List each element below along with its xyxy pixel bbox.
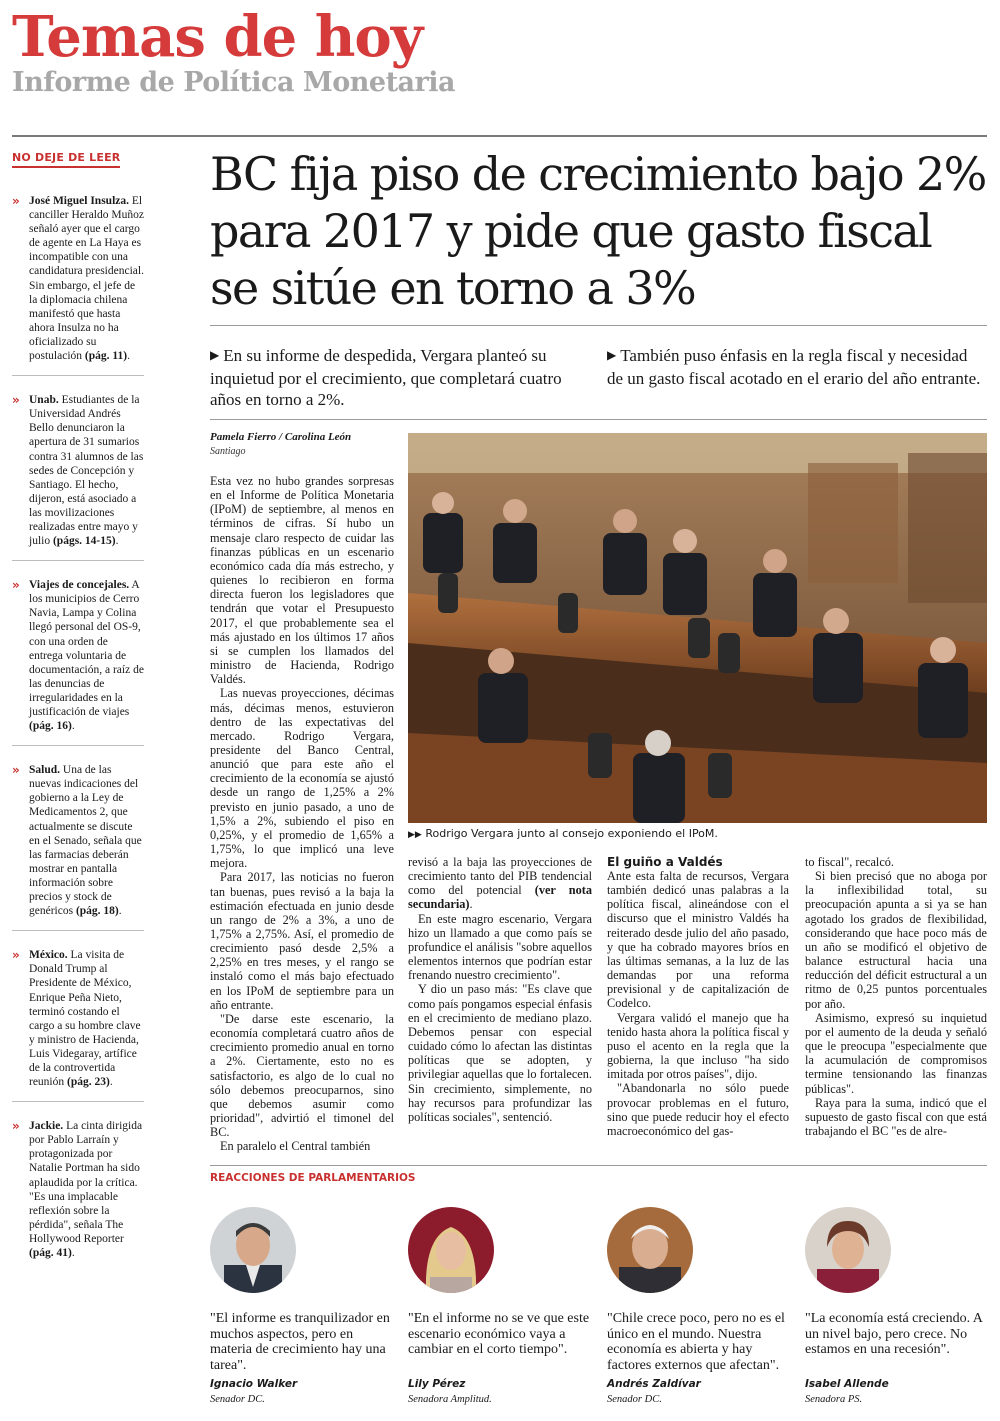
- secondary-note-ref[interactable]: (ver nota secundaria): [408, 883, 592, 912]
- masthead: [12, 6, 455, 98]
- reactions-heading: REACCIONES DE PARLAMENTARIOS: [210, 1172, 416, 1184]
- paragraph: Si bien precisó que no aboga por la inflexibilidad total, su preocupación apunta a si ya se han agotado los grados de flexibilidad, considerando que hace poco más de un año se modificó el objetivo de balance estructural hacia una reducción del déficit estructural a un ritmo de 0,25 puntos porcentuales por año.: [805, 869, 987, 1011]
- photo-caption: [408, 827, 718, 840]
- paragraph-text: revisó a la baja las proyecciones de crecimiento tanto del PIB tendencial como del potencial: [408, 855, 592, 898]
- deck-divider-bottom: [210, 419, 987, 420]
- caption-arrows: ▶▶: [408, 830, 422, 840]
- sidebar-item-text: A los municipios de Cerro Navia, Lampa y Colina llegó personal del OS-9, con una orden de entrega voluntaria de documentación, a raíz de las denuncias de irregularidades en la justificación de viajes: [29, 579, 144, 718]
- sidebar-item-text: La cinta dirigida por Pablo Larraín y protagonizada por Natalie Portman ha sido aplaudida por la crítica. "Es una implacable reflexión sobre la pérdida", señala The Hollywood Reporter: [29, 1120, 143, 1245]
- sidebar-item-name: Jackie.: [29, 1120, 64, 1133]
- sidebar-item[interactable]: [12, 194, 144, 376]
- double-chevron-icon: »: [12, 1119, 20, 1134]
- article-column-1: [210, 474, 394, 1154]
- sidebar-item-ref: (págs. 14-15): [52, 535, 116, 548]
- deck-divider-top: [210, 325, 987, 326]
- sidebar-item-ref: (pág. 11): [84, 350, 128, 363]
- sidebar-item[interactable]: [12, 578, 144, 746]
- sidebar-item-end: .: [109, 1076, 113, 1089]
- article-column-3: [607, 855, 789, 1138]
- reaction-quote: "En el informe no se ve que este escenario económico vaya a cambiar en el corto tiempo".: [408, 1311, 590, 1358]
- paragraph: En paralelo el Central también: [220, 1139, 371, 1154]
- top-divider: [12, 135, 987, 137]
- sidebar-item-name: Unab.: [29, 394, 59, 407]
- reaction-name: Andrés Zaldívar: [607, 1378, 701, 1390]
- reaction-name: Lily Pérez: [408, 1378, 466, 1390]
- paragraph-end: .: [469, 897, 473, 912]
- reaction-role: Senador DC.: [607, 1394, 662, 1405]
- section-subtitle: Informe de Política Monetaria: [12, 67, 456, 98]
- sidebar-item-name: Salud.: [29, 764, 61, 777]
- sidebar-item-text: La visita de Donald Trump al Presidente de México, Enrique Peña Nieto, terminó costando el cargo a su hombre clave y ministro de Hacienda, Luis Videgaray, artífice de la controvertida reunión: [29, 949, 141, 1089]
- sidebar-item-end: .: [118, 905, 122, 918]
- reaction-role: Senadora PS.: [805, 1394, 863, 1405]
- reaction-quote: "Chile crece poco, pero no es el único en el mundo. Nuestra economía es abierta y hay factores externos que afectan".: [607, 1311, 785, 1373]
- paragraph: Vergara validó el manejo que ha tenido hasta ahora la política fiscal y puso el acento en la regla que la gobierna, la que incluso "ha sido imitada por otros países", dijo.: [607, 1010, 789, 1082]
- section-title: Temas de hoy: [12, 4, 423, 70]
- double-chevron-icon: »: [12, 948, 20, 963]
- avatar: [805, 1207, 891, 1293]
- reaction-card: [607, 1207, 792, 1405]
- byline: Pamela Fierro / Carolina León: [210, 431, 352, 443]
- article-column-2: [408, 855, 592, 1124]
- double-chevron-icon: »: [12, 393, 20, 408]
- deck-left: [210, 345, 585, 410]
- sidebar-item-ref: (pág. 16): [29, 720, 72, 733]
- sidebar-item-ref: (pág. 23): [67, 1076, 110, 1089]
- paragraph: "Abandonarla no sólo puede provocar problemas en el futuro, sino que puede reducir hoy el efecto macroeconómico del gas-: [607, 1081, 789, 1138]
- reactions-divider: [210, 1165, 987, 1166]
- reaction-card: [408, 1207, 593, 1405]
- sidebar-item-text: El canciller Heraldo Muñoz señaló ayer que el cargo de agente en La Haya es incompatible con una candidatura presidencial. Sin embargo, el jefe de la diplomacia chilena manifestó que hasta ahora Insulza no ha oficializado su postulación: [29, 195, 144, 363]
- article-photo: [408, 433, 987, 823]
- paragraph: [408, 855, 592, 912]
- article-headline: BC fija piso de crecimiento bajo 2% para 2017 y pide que gasto fiscal se sitúe en torno a 3%: [210, 147, 986, 315]
- paragraph: Las nuevas proyecciones, décimas más, décimas menos, estuvieron dentro de las expectativas del mercado. Rodrigo Vergara, presidente del Banco Central, anunció que para este año el crecimiento de la economía se ajustó desde un rango de 1,25% a 2% previsto en junio pasado, a uno de 1,5% a 2%, subiendo el piso en 0,25%, y el promedio de 1,65% a 1,75%, lo que implicó una leve mejora.: [210, 686, 394, 871]
- paragraph: Ante esta falta de recursos, Vergara también dedicó unas palabras a la política fiscal, alineándose con el discurso que el ministro Valdés ha reiterado desde julio del año pasado, y que ha cobrado mayores bríos en las últimas semanas, a la luz de las demandas por una reforma previsional y de capitalización de Codelco.: [607, 869, 789, 1011]
- sidebar-item[interactable]: [12, 393, 144, 561]
- paragraph: Y dio un paso más: "Es clave que como país pongamos especial énfasis en el crecimiento de mediano plazo. Debemos pensar con especial cuidado cómo lo afectan las distintas políticas que se adopten, y privilegiar aquellas que lo fortalecen. Sin crecimiento, simplemente, no hay recursos para profundizar las políticas sociales", sentenció.: [408, 982, 592, 1124]
- avatar: [210, 1207, 296, 1293]
- sidebar-item-end: .: [115, 535, 119, 548]
- sidebar-item-name: José Miguel Insulza.: [29, 195, 129, 207]
- avatar: [408, 1207, 494, 1293]
- sidebar-item-text: Una de las nuevas indicaciones del gobierno a la Ley de Medicamentos 2, que actualmente se discute en el Senado, señala que las farmacias deberán mostrar en pantalla información sobre precios y stock de genéricos: [29, 764, 142, 918]
- double-chevron-icon: »: [12, 578, 20, 593]
- dateline-place: Santiago: [210, 446, 246, 457]
- deck-right-text: También puso énfasis en la regla fiscal y necesidad de un gasto fiscal acotado en el erario del año entrante.: [607, 346, 981, 388]
- subhead-guino-valdes: El guiño a Valdés: [607, 855, 723, 869]
- sidebar-item[interactable]: [12, 948, 144, 1102]
- avatar: [607, 1207, 693, 1293]
- double-chevron-icon: »: [12, 763, 20, 778]
- paragraph: Esta vez no hubo grandes sorpresas en el Informe de Política Monetaria (IPoM) de septiembre, al menos en términos de cifras. Sí hubo un mensaje claro respecto de cuidar las finanzas públicas en un escenario económico cada día más estrecho, y quienes lo recibieron en forma directa fueron los legisladores que tendrán que votar el Presupuesto 2017, el que probablemente sea el más ajustado en los últimos 17 años si se cumplen los llamados del ministro de Hacienda, Rodrigo Valdés.: [210, 474, 394, 687]
- deck-left-text: En su informe de despedida, Vergara planteó su inquietud por el crecimiento, que completará cuatro años en torno a 2%.: [210, 346, 562, 409]
- reaction-name: Isabel Allende: [805, 1378, 889, 1390]
- sidebar-item[interactable]: [12, 1119, 144, 1272]
- triangle-bullet-icon: ▶: [607, 348, 617, 362]
- reaction-role: Senadora Amplitud.: [408, 1394, 492, 1405]
- paragraph: Para 2017, las noticias no fueron tan buenas, pues revisó a la baja la estimación efectuada en junio desde un rango de 2% a 3%, a uno de 1,75% a 2,75%. Así, el promedio de crecimiento pasó desde 2,5% a 2,25% en tres meses, y el rango se instaló como el más bajo efectuado en los IPoM de septiembre para un año entrante.: [210, 870, 394, 1012]
- sidebar-item-name: Viajes de concejales.: [29, 579, 130, 592]
- senate-session-photo: [408, 433, 987, 823]
- double-chevron-icon: »: [12, 194, 20, 208]
- triangle-bullet-icon: ▶: [210, 348, 220, 362]
- article-column-4: [805, 855, 987, 1138]
- paragraph: En este magro escenario, Vergara hizo un llamado a que como país se profundice el análisis "sobre aquellos elementos internos que podrían estar frenando nuestro crecimiento".: [408, 911, 592, 983]
- reaction-quote: "La economía está creciendo. A un nivel bajo, pero crece. No estamos en una recesión".: [805, 1311, 983, 1358]
- reaction-name: Ignacio Walker: [210, 1378, 298, 1390]
- sidebar-item-name: México.: [29, 949, 68, 962]
- reaction-quote: "El informe es tranquilizador en muchos aspectos, pero en materia de crecimiento hay una tarea".: [210, 1311, 390, 1373]
- reaction-card: [210, 1207, 395, 1405]
- reaction-role: Senador DC.: [210, 1394, 265, 1405]
- paragraph: Asimismo, expresó su inquietud por el aumento de la deuda y señaló que le preocupa "especialmente que la acumulación de compromisos termine tensionando las finanzas públicas".: [805, 1010, 987, 1096]
- sidebar-item[interactable]: [12, 763, 144, 931]
- deck-right: [607, 345, 987, 389]
- sidebar-item-text: Estudiantes de la Universidad Andrés Bello denunciaron la apertura de 31 sumarios contra 31 alumnos de las sedes de Concepción y Santiago. El hecho, dijeron, está asociado a las movilizaciones realizadas entre mayo y julio: [29, 394, 144, 548]
- sidebar-item-end: .: [71, 1247, 75, 1259]
- sidebar-item-end: .: [71, 720, 75, 733]
- sidebar-no-deje-de-leer: [12, 146, 144, 1289]
- paragraph: "De darse este escenario, la economía completará cuatro años de crecimiento promedio anual en torno a 2%. Ciertamente, esto no es satisfactorio, es algo de lo cual no sólo debemos preocuparnos, sino que debemos asumir como prioridad", advirtió el timonel del BC.: [210, 1011, 394, 1140]
- caption-text: Rodrigo Vergara junto al consejo exponiendo el IPoM.: [425, 827, 718, 840]
- paragraph: to fiscal", recalcó.: [805, 855, 895, 869]
- sidebar-item-ref: (pág. 18): [75, 905, 119, 918]
- paragraph: Raya para la suma, indicó que el supuesto de gasto fiscal con que está trabajando el BC "es de alre-: [805, 1095, 987, 1138]
- sidebar-item-ref: (pág. 41): [29, 1247, 72, 1259]
- sidebar-item-end: .: [127, 350, 130, 363]
- reaction-card: [805, 1207, 990, 1405]
- sidebar-heading: NO DEJE DE LEER: [12, 151, 120, 168]
